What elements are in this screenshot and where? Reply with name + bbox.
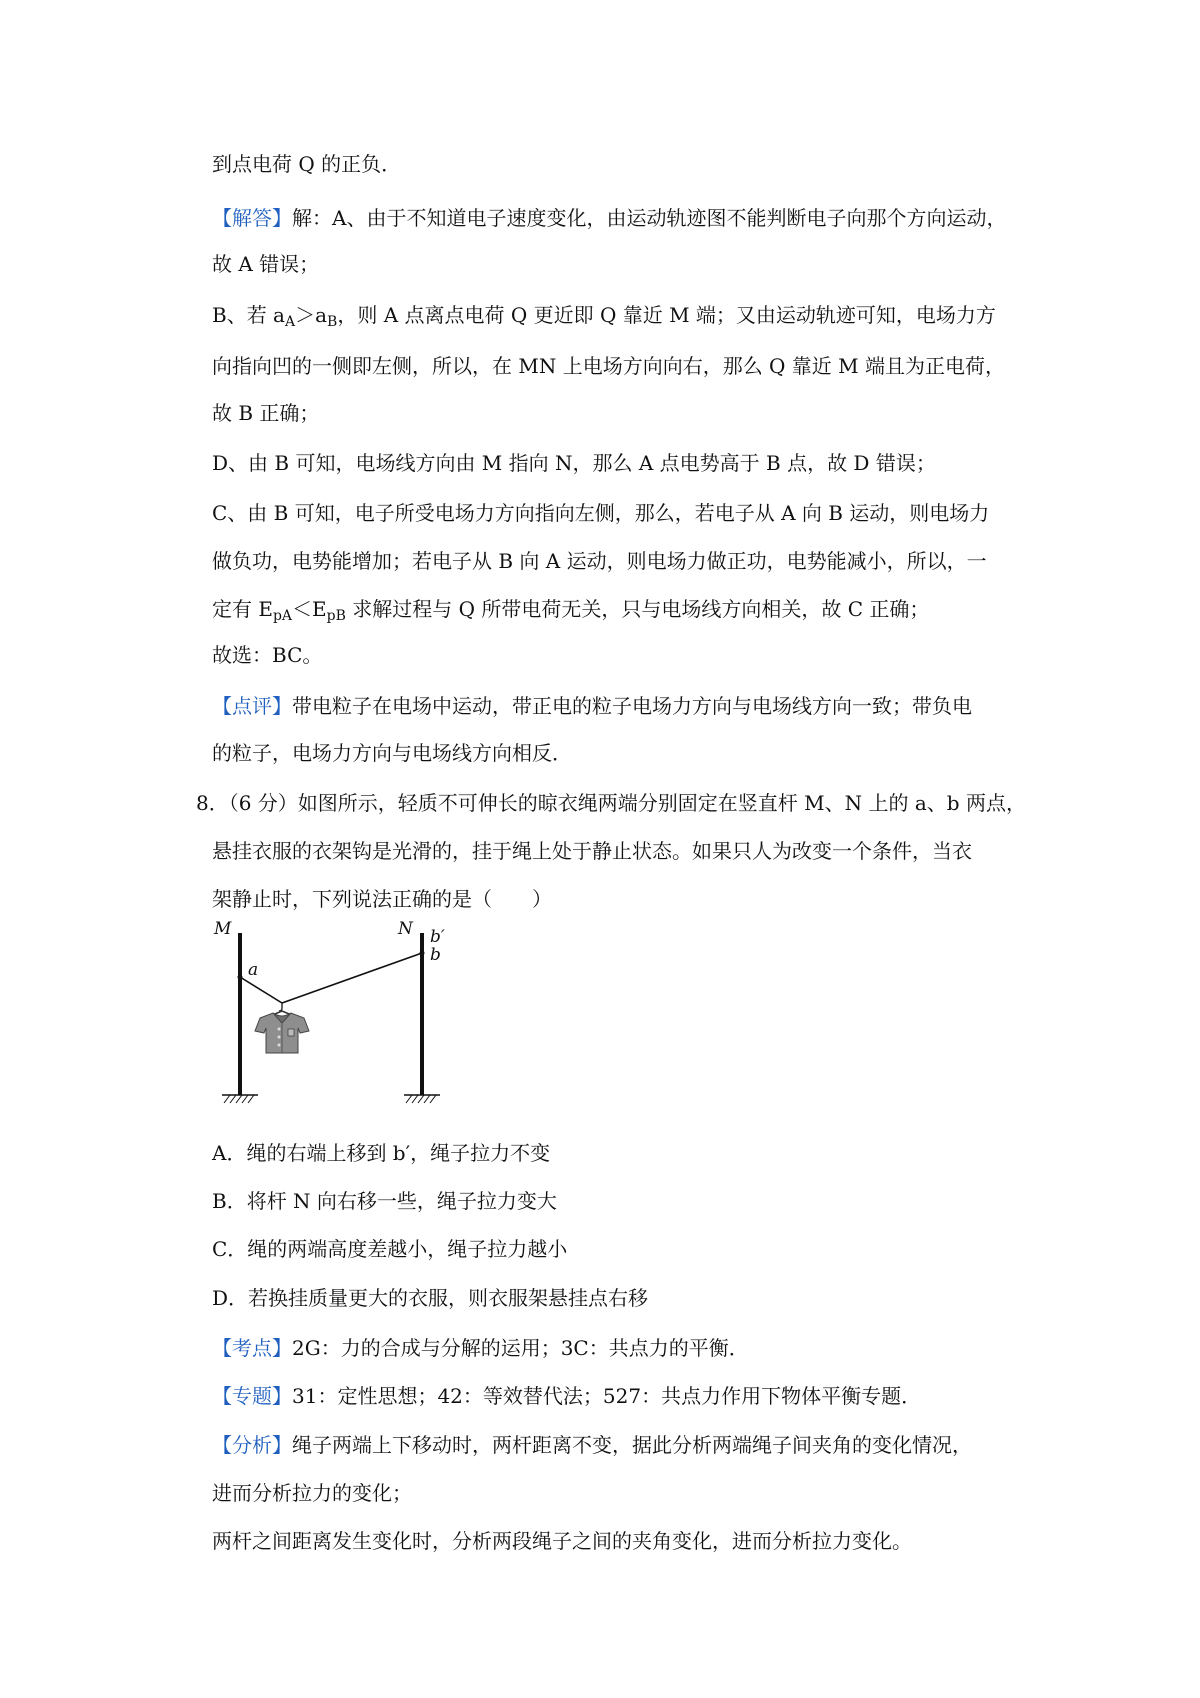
rope-left: [240, 977, 282, 1003]
intro-text: 到点电荷 Q 的正负．: [212, 152, 402, 176]
option-c: C．绳的两端高度差越小，绳子拉力越小: [212, 1237, 568, 1261]
answer-c-line-2: 做负功，电势能增加；若电子从 B 向 A 运动，则电场力做正功，电势能减小，所以，一: [212, 549, 987, 573]
label-a: a: [248, 960, 259, 980]
option-d: D．若换挂质量更大的衣服，则衣服架悬挂点右移: [212, 1286, 649, 1310]
label-n: N: [398, 919, 413, 939]
b-sub-b: B: [327, 314, 338, 330]
answer-choose: 故选：BC。: [212, 643, 323, 667]
b-sub-a: A: [284, 314, 296, 330]
b-pre: B、若 a: [212, 303, 285, 327]
label-b: b: [430, 945, 441, 965]
c-sub-pa: pA: [272, 608, 293, 624]
zhuanti-tag: 【专题】: [212, 1384, 292, 1408]
comment-tag: 【点评】: [212, 694, 292, 718]
fenxi-line-3: 两杆之间距离发生变化时，分析两段绳子之间的夹角变化，进而分析拉力变化。: [212, 1529, 912, 1553]
answer-line-1: [212, 203, 1006, 233]
answer-b-line-1: [212, 300, 996, 330]
c-pre: 定有 E: [212, 597, 273, 621]
question-8-line-3: 架静止时，下列说法正确的是（ ）: [212, 887, 552, 911]
c-post: 求解过程与 Q 所带电荷无关，只与电场线方向相关，故 C 正确；: [345, 597, 930, 621]
c-lt: ＜E: [292, 597, 327, 621]
point-b: [420, 951, 425, 956]
answer-line-2: 故 A 错误；: [212, 252, 320, 276]
answer-d-line: D、由 B 可知，电场线方向由 M 指向 N，那么 A 点电势高于 B 点，故 D 错误；: [212, 451, 936, 475]
clothesline-figure: [210, 915, 470, 1115]
answer-c-line-1: C、由 B 可知，电子所受电场力方向指向左侧，那么，若电子从 A 向 B 运动，则电场力: [212, 501, 990, 525]
fenxi-line-2: 进而分析拉力的变化；: [212, 1481, 412, 1505]
fenxi-text-1: 绳子两端上下移动时，两杆距离不变，据此分析两端绳子间夹角的变化情况，: [292, 1433, 972, 1457]
kaodian-line: [212, 1333, 749, 1363]
rope-right: [282, 953, 422, 1003]
kaodian-tag: 【考点】: [212, 1336, 292, 1360]
question-8-line-2: 悬挂衣服的衣架钩是光滑的，挂于绳上处于静止状态。如果只人为改变一个条件，当衣: [212, 839, 972, 863]
option-b: B．将杆 N 向右移一些，绳子拉力变大: [212, 1189, 557, 1213]
question-8-line-1: 8．（6 分）如图所示，轻质不可伸长的晾衣绳两端分别固定在竖直杆 M、N 上的 a、b 两点，: [196, 791, 1026, 815]
answer-b-line-2: 向指向凹的一侧即左侧，所以，在 MN 上电场方向向右，那么 Q 靠近 M 端且为正电荷，: [212, 354, 1005, 378]
label-m: M: [214, 919, 232, 939]
comment-text-1: 带电粒子在电场中运动，带正电的粒子电场力方向与电场线方向一致；带负电: [292, 694, 972, 718]
clothesline-diagram: [210, 915, 470, 1115]
comment-line-2: 的粒子，电场力方向与电场线方向相反．: [212, 741, 572, 765]
label-b-prime: b′: [430, 927, 445, 947]
c-sub-pb: pB: [326, 608, 346, 624]
answer-c-line-3: [212, 594, 929, 624]
comment-line-1: [212, 691, 972, 721]
ground-n: [404, 1095, 440, 1103]
b-gt: ＞a: [295, 303, 328, 327]
point-a: [238, 975, 243, 980]
ground-m: [222, 1095, 258, 1103]
zhuanti-text: 31：定性思想；42：等效替代法；527：共点力作用下物体平衡专题．: [292, 1384, 922, 1408]
answer-b-line-3: 故 B 正确；: [212, 401, 320, 425]
fenxi-tag: 【分析】: [212, 1433, 292, 1457]
answer-tag: 【解答】: [212, 206, 292, 230]
shirt-icon: [255, 1013, 309, 1053]
answer-text-1: 解：A、由于不知道电子速度变化，由运动轨迹图不能判断电子向那个方向运动，: [292, 206, 1007, 230]
b-post: ，则 A 点离点电荷 Q 更近即 Q 靠近 M 端；又由运动轨迹可知，电场力方: [337, 303, 996, 327]
option-a: A．绳的右端上移到 b′，绳子拉力不变: [212, 1141, 551, 1165]
zhuanti-line: [212, 1381, 921, 1411]
point-b-prime: [420, 938, 424, 942]
kaodian-text: 2G：力的合成与分解的运用；3C：共点力的平衡．: [292, 1336, 749, 1360]
fenxi-line-1: [212, 1430, 972, 1460]
